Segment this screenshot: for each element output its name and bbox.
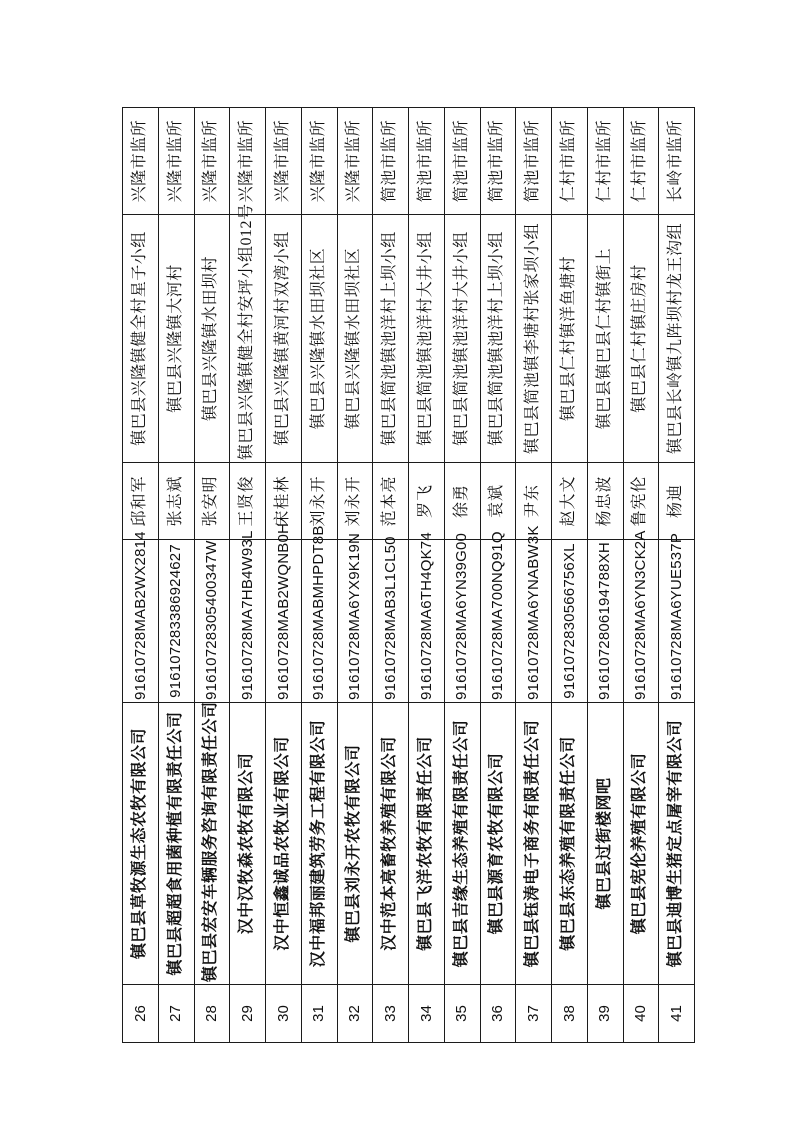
table-row xyxy=(194,108,230,1043)
serial-number-cell: 28 xyxy=(194,985,230,1043)
supervising-office-cell: 仁村市监所 xyxy=(587,108,623,215)
legal-rep-cell: 刘永开 xyxy=(337,463,373,540)
company-name-cell: 镇巴县吉缘生态养殖有限责任公司 xyxy=(444,703,480,985)
address-cell: 镇巴县兴隆镇健全村安坪小组012号 xyxy=(230,215,266,463)
serial-number-cell: 32 xyxy=(337,985,373,1043)
address-cell: 镇巴县简池镇李塘村张家坝小组 xyxy=(516,215,552,463)
table-row xyxy=(552,108,588,1043)
company-name-cell: 汉中范本亮畜牧养殖有限公司 xyxy=(373,703,409,985)
table-row xyxy=(373,108,409,1043)
supervising-office-cell: 兴隆市监所 xyxy=(266,108,302,215)
supervising-office-cell: 兴隆市监所 xyxy=(123,108,159,215)
company-name-cell: 汉中福邦丽建筑劳务工程有限公司 xyxy=(301,703,337,985)
company-name-cell: 镇巴县迪博生猪定点屠宰有限公司 xyxy=(659,703,695,985)
legal-rep-cell: 罗飞 xyxy=(409,463,445,540)
table-row xyxy=(230,108,266,1043)
address-cell: 镇巴县简池镇池洋村大井小组 xyxy=(409,215,445,463)
address-cell: 镇巴县兴隆镇健全村星子小组 xyxy=(123,215,159,463)
credit-code-cell: 9161072830566756XL xyxy=(552,540,588,703)
address-cell: 镇巴县仁村镇洋鱼塘村 xyxy=(552,215,588,463)
legal-rep-cell: 张安明 xyxy=(194,463,230,540)
serial-number-cell: 35 xyxy=(444,985,480,1043)
address-cell: 镇巴县兴隆镇水田坝社区 xyxy=(301,215,337,463)
rotated-registry-table xyxy=(122,108,685,1043)
legal-rep-cell: 杨忠波 xyxy=(587,463,623,540)
credit-code-cell: 91610728MA7HB4W93L xyxy=(230,540,266,703)
legal-rep-cell: 赵大文 xyxy=(552,463,588,540)
credit-code-cell: 91610728MA6YUE537P xyxy=(659,540,695,703)
address-cell: 镇巴县仁村镇庄房村 xyxy=(623,215,659,463)
table-row xyxy=(301,108,337,1043)
table-row xyxy=(444,108,480,1043)
address-cell: 镇巴县长岭镇九阵坝村龙王沟组 xyxy=(659,215,695,463)
serial-number-cell: 30 xyxy=(266,985,302,1043)
table-row xyxy=(409,108,445,1043)
legal-rep-cell: 王贤俊 xyxy=(230,463,266,540)
legal-rep-cell: 刘永开 xyxy=(301,463,337,540)
credit-code-cell: 91610728MA6TH4QK74 xyxy=(409,540,445,703)
legal-rep-cell: 徐勇 xyxy=(444,463,480,540)
supervising-office-cell: 长岭市监所 xyxy=(659,108,695,215)
credit-code-cell: 916107283386924627 xyxy=(158,540,194,703)
table-row xyxy=(659,108,695,1043)
company-name-cell: 镇巴县东态养殖有限责任公司 xyxy=(552,703,588,985)
supervising-office-cell: 简池市监所 xyxy=(516,108,552,215)
serial-number-cell: 38 xyxy=(552,985,588,1043)
credit-code-cell: 91610728MA6YX9K19N xyxy=(337,540,373,703)
address-cell: 镇巴县简池镇池洋村上坝小组 xyxy=(480,215,516,463)
credit-code-cell: 91610728MA6YN39G00 xyxy=(444,540,480,703)
address-cell: 镇巴县兴隆镇水田坝社区 xyxy=(337,215,373,463)
address-cell: 镇巴县兴隆镇水田坝村 xyxy=(194,215,230,463)
table-row xyxy=(123,108,159,1043)
table-row xyxy=(516,108,552,1043)
company-name-cell: 镇巴县宏安车辆服务咨询有限责任公司 xyxy=(194,703,230,985)
credit-code-cell: 91610728MABMHPDT8B xyxy=(301,540,337,703)
legal-rep-cell: 张志斌 xyxy=(158,463,194,540)
company-name-cell: 镇巴县过街楼网吧 xyxy=(587,703,623,985)
legal-rep-cell: 袁斌 xyxy=(480,463,516,540)
credit-code-cell: 91610728MA700NQ91Q xyxy=(480,540,516,703)
legal-rep-cell: 宋桂林 xyxy=(266,463,302,540)
company-name-cell: 镇巴县草牧源生态农牧有限公司 xyxy=(123,703,159,985)
supervising-office-cell: 兴隆市监所 xyxy=(194,108,230,215)
company-name-cell: 镇巴县源育农牧有限公司 xyxy=(480,703,516,985)
credit-code-cell: 91610728MAB2WX2814 xyxy=(123,540,159,703)
serial-number-cell: 31 xyxy=(301,985,337,1043)
address-cell: 镇巴县简池镇池洋村上坝小组 xyxy=(373,215,409,463)
legal-rep-cell: 尹东 xyxy=(516,463,552,540)
credit-code-cell: 91610728MAB3L1CL50 xyxy=(373,540,409,703)
company-name-cell: 汉中恒鑫诚品农牧业有限公司 xyxy=(266,703,302,985)
legal-rep-cell: 范本亮 xyxy=(373,463,409,540)
serial-number-cell: 40 xyxy=(623,985,659,1043)
company-name-cell: 镇巴县飞洋农牧有限责任公司 xyxy=(409,703,445,985)
serial-number-cell: 37 xyxy=(516,985,552,1043)
credit-code-cell: 91610728MA6YNABW3K xyxy=(516,540,552,703)
supervising-office-cell: 仁村市监所 xyxy=(552,108,588,215)
supervising-office-cell: 兴隆市监所 xyxy=(337,108,373,215)
table-row xyxy=(623,108,659,1043)
address-cell: 镇巴县兴隆镇黄河村双湾小组 xyxy=(266,215,302,463)
supervising-office-cell: 兴隆市监所 xyxy=(158,108,194,215)
serial-number-cell: 26 xyxy=(123,985,159,1043)
supervising-office-cell: 兴隆市监所 xyxy=(301,108,337,215)
serial-number-cell: 41 xyxy=(659,985,695,1043)
table-row xyxy=(266,108,302,1043)
company-name-cell: 镇巴县宪伦养殖有限公司 xyxy=(623,703,659,985)
legal-rep-cell: 杨迪 xyxy=(659,463,695,540)
serial-number-cell: 33 xyxy=(373,985,409,1043)
table-row xyxy=(480,108,516,1043)
address-cell: 镇巴县镇巴县仁村镇街上 xyxy=(587,215,623,463)
credit-code-cell: 91610728305400347W xyxy=(194,540,230,703)
legal-rep-cell: 鲁宪伦 xyxy=(623,463,659,540)
credit-code-cell: 9161072806194788XH xyxy=(587,540,623,703)
supervising-office-cell: 兴隆市监所 xyxy=(230,108,266,215)
company-name-cell: 镇巴县刘永开农牧有限公司 xyxy=(337,703,373,985)
supervising-office-cell: 简池市监所 xyxy=(480,108,516,215)
supervising-office-cell: 简池市监所 xyxy=(373,108,409,215)
serial-number-cell: 27 xyxy=(158,985,194,1043)
serial-number-cell: 29 xyxy=(230,985,266,1043)
address-cell: 镇巴县简池镇池洋村大井小组 xyxy=(444,215,480,463)
serial-number-cell: 36 xyxy=(480,985,516,1043)
credit-code-cell: 91610728MAB2WQNB0H xyxy=(266,540,302,703)
serial-number-cell: 34 xyxy=(409,985,445,1043)
serial-number-cell: 39 xyxy=(587,985,623,1043)
company-name-cell: 镇巴县超超食用菌种植有限责任公司 xyxy=(158,703,194,985)
table-row xyxy=(587,108,623,1043)
business-registry-table xyxy=(122,107,695,1043)
supervising-office-cell: 简池市监所 xyxy=(444,108,480,215)
supervising-office-cell: 仁村市监所 xyxy=(623,108,659,215)
supervising-office-cell: 简池市监所 xyxy=(409,108,445,215)
company-name-cell: 汉中汉牧森农牧有限公司 xyxy=(230,703,266,985)
address-cell: 镇巴县兴隆镇大河村 xyxy=(158,215,194,463)
company-name-cell: 镇巴县钰涛电子商务有限责任公司 xyxy=(516,703,552,985)
table-row xyxy=(337,108,373,1043)
legal-rep-cell: 邱和军 xyxy=(123,463,159,540)
credit-code-cell: 91610728MA6YN3CK2A xyxy=(623,540,659,703)
table-row xyxy=(158,108,194,1043)
